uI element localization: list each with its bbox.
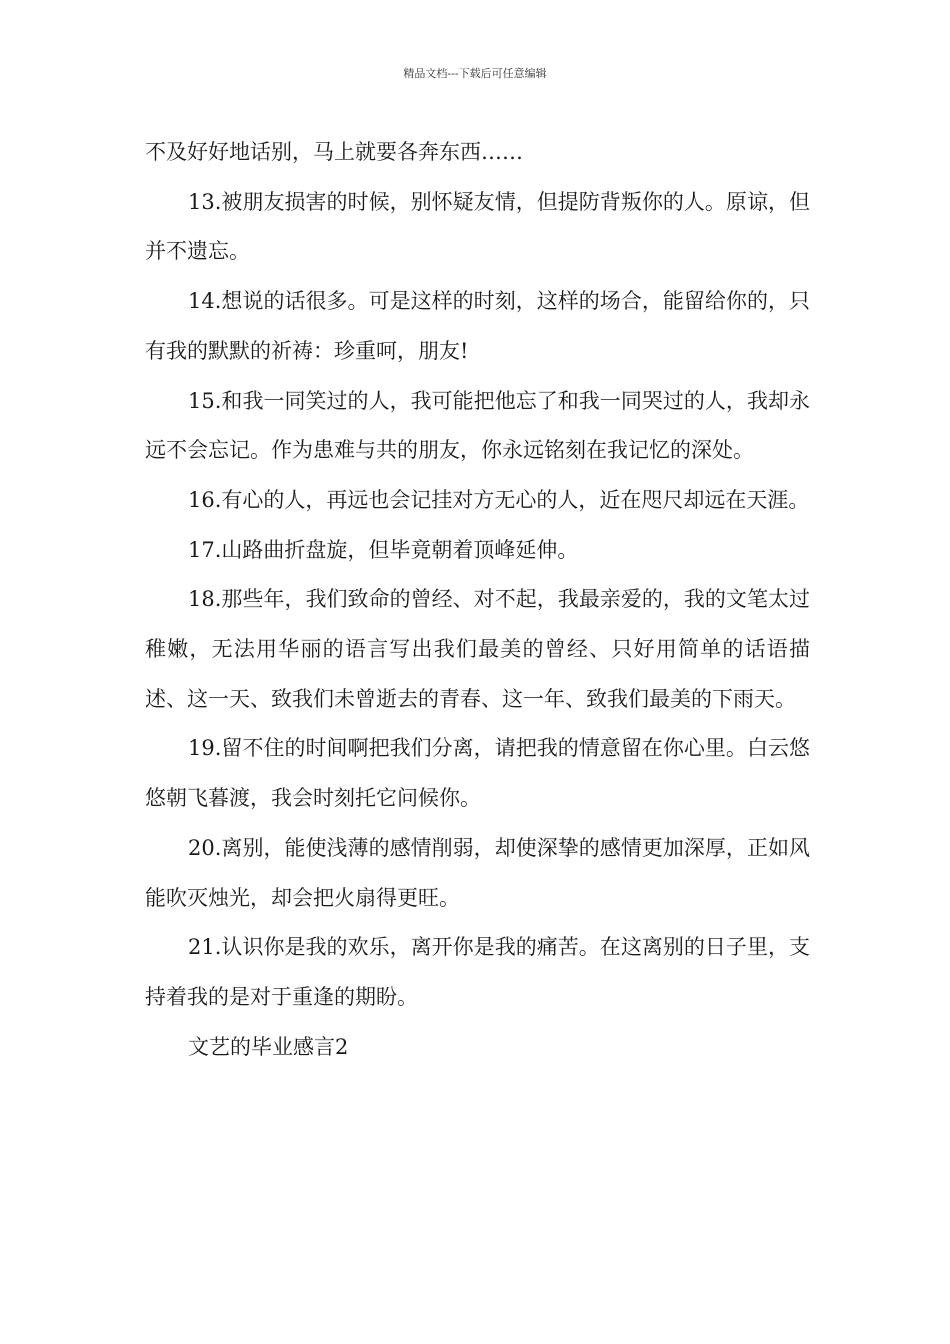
document-body bbox=[145, 128, 810, 1072]
page-header: 精品文档---下载后可任意编辑 bbox=[403, 67, 547, 80]
paragraph-item-18: 18.那些年，我们致命的曾经、对不起，我最亲爱的，我的文笔太过稚嫩，无法用华丽的语言写出我们最美的曾经、只好用简单的话语描述、这一天、致我们未曾逝去的青春、这一年、致我们最美的下雨天。 bbox=[145, 587, 810, 711]
paragraph-item-21: 21.认识你是我的欢乐，离开你是我的痛苦。在这离别的日子里，支持着我的是对于重逢的期盼。 bbox=[145, 935, 810, 1009]
section-heading: 文艺的毕业感言2 bbox=[188, 1034, 349, 1059]
paragraph-item-13: 13.被朋友损害的时候，别怀疑友情，但提防背叛你的人。原谅，但并不遗忘。 bbox=[145, 189, 810, 264]
paragraph-item-15: 15.和我一同笑过的人，我可能把他忘了和我一同哭过的人，我却永远不会忘记。作为患难与共的朋友，你永远铭刻在我记忆的深处。 bbox=[145, 388, 810, 463]
paragraph-continuation: 不及好好地话别，马上就要各奔东西…… bbox=[145, 140, 523, 164]
paragraph-item-16: 16.有心的人，再远也会记挂对方无心的人，近在咫尺却远在天涯。 bbox=[188, 487, 810, 512]
paragraph-item-17: 17.山路曲折盘旋，但毕竟朝着顶峰延伸。 bbox=[188, 537, 579, 562]
paragraph-item-19: 19.留不住的时间啊把我们分离，请把我的情意留在你心里。白云悠悠朝飞暮渡，我会时刻托它问候你。 bbox=[145, 736, 810, 811]
paragraph-item-14: 14.想说的话很多。可是这样的时刻，这样的场合，能留给你的，只有我的默默的祈祷：珍重呵，朋友! bbox=[145, 289, 810, 363]
paragraph-item-20: 20.离别，能使浅薄的感情削弱，却使深挚的感情更加深厚，正如风能吹灭烛光，却会把火扇得更旺。 bbox=[145, 835, 810, 910]
